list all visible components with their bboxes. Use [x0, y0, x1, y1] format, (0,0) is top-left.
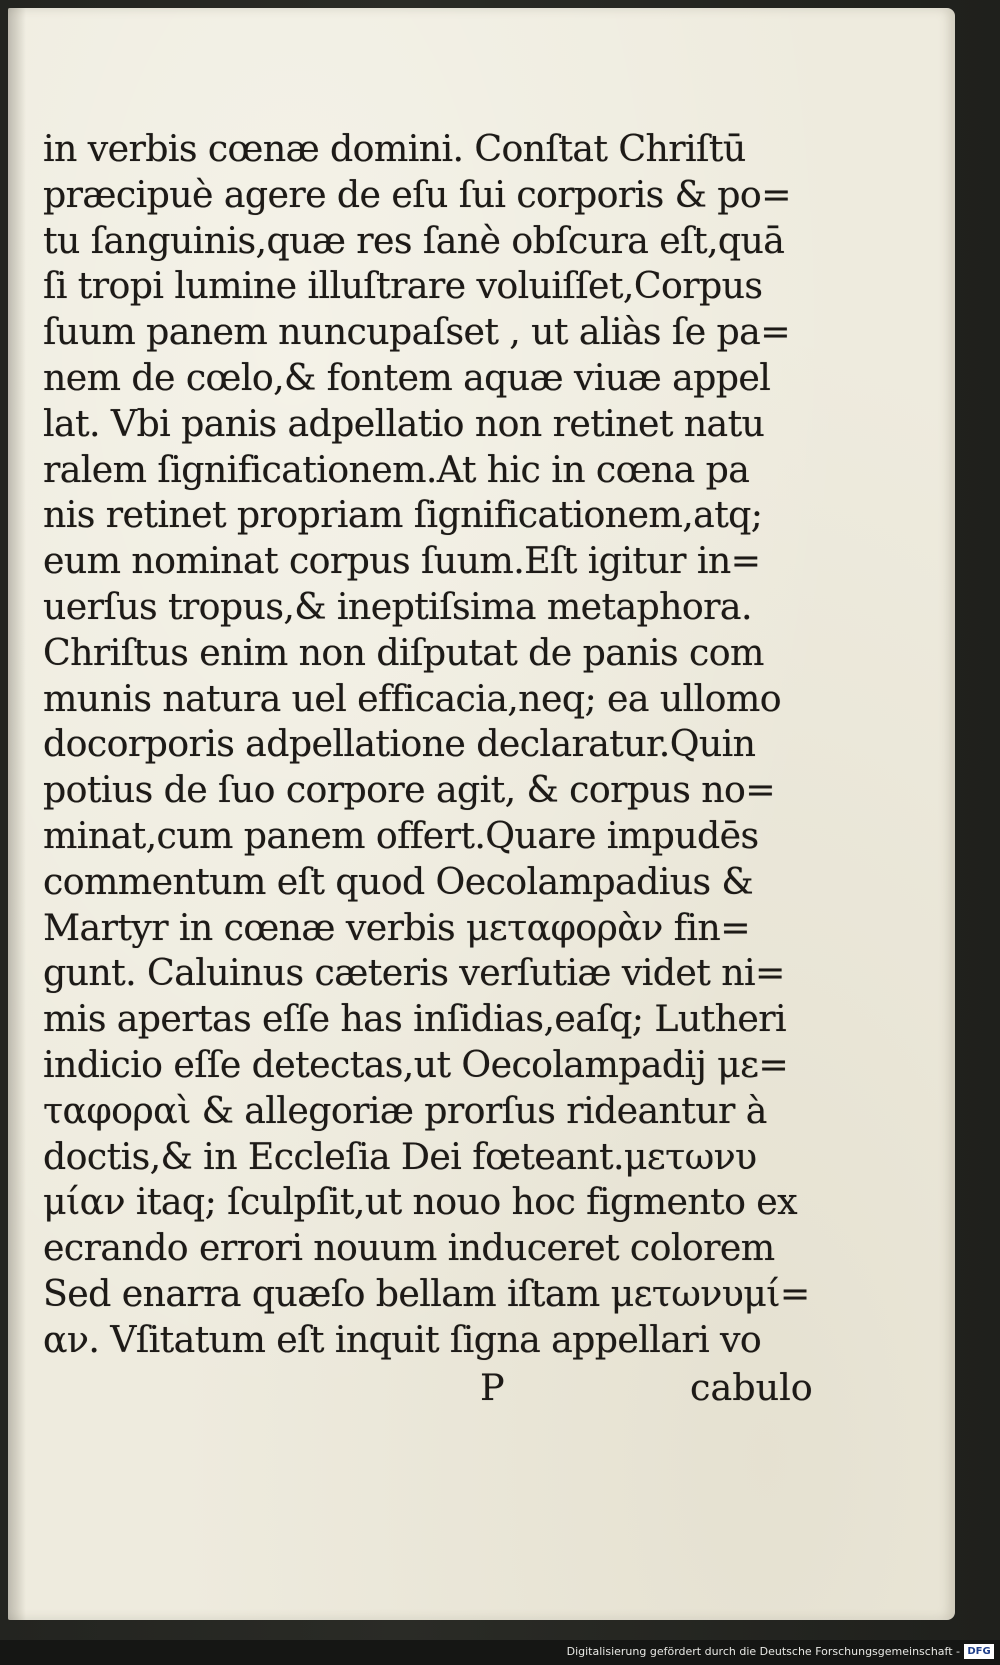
text-line: uerſus tropus,& ineptiſsima metaphora.	[43, 584, 752, 628]
text-line: ταφοραὶ & allegoriæ prorſus rideantur à	[43, 1088, 767, 1132]
text-line: tu ſanguinis,quæ res ſanè obſcura eſt,quā	[43, 218, 785, 262]
text-line: potius de ſuo corpore agit, & corpus no=	[43, 768, 776, 812]
text-line: commentum eſt quod Oecolampadius &	[43, 859, 754, 903]
dfg-logo: DFG	[964, 1644, 994, 1659]
text-line: μίαν itaq; ſculpſit,ut nouo hoc figmento ex	[43, 1180, 798, 1224]
text-line: αν. Vſitatum eſt inquit ſigna appellari vo	[43, 1317, 762, 1361]
signature-mark: P	[480, 1366, 505, 1409]
text-line: nis retinet propriam ſignificationem,atq;	[43, 493, 763, 537]
text-line: ſuum panem nuncupaſset , ut aliàs ſe pa=	[43, 310, 791, 354]
text-line: munis natura uel efficacia,neq; ea ullomo	[43, 676, 781, 720]
catchword: cabulo	[690, 1366, 813, 1409]
funding-note: Digitalisierung gefördert durch die Deutsche Forschungsgemeinschaft -	[566, 1645, 960, 1658]
text-line: ecrando errori nouum induceret colorem	[43, 1226, 775, 1270]
text-line: Sed enarra quæſo bellam iſtam μετωνυμί=	[43, 1271, 810, 1315]
text-line: eum nominat corpus ſuum.Eſt igitur in=	[43, 539, 761, 583]
page-gutter-shadow	[8, 8, 26, 1620]
text-line: in verbis cœnæ domini. Conſtat Chriſtū	[43, 127, 746, 170]
text-line: ſi tropi lumine illuſtrare voluiſſet,Corpus	[43, 264, 763, 308]
text-line: præcipuè agere de eſu ſui corporis & po=	[43, 172, 791, 216]
text-line: indicio eſſe detectas,ut Oecolampadij με=	[43, 1042, 789, 1086]
text-line: minat,cum panem offert.Quare impudēs	[43, 813, 759, 857]
text-line: gunt. Caluinus cæteris verſutiæ videt ni=	[43, 951, 785, 995]
text-line: docorporis adpellatione declaratur.Quin	[43, 722, 756, 766]
text-line: mis apertas eſſe has inſidias,eaſq; Lutheri	[43, 997, 786, 1041]
text-line: ralem ſignificationem.At hic in cœna pa	[43, 447, 750, 491]
text-line: nem de cœlo,& fontem aquæ viuæ appel	[43, 355, 771, 399]
text-line: lat. Vbi panis adpellatio non retinet natu	[43, 401, 765, 445]
text-line: doctis,& in Eccleſia Dei fœteant.μετωνυ	[43, 1134, 757, 1178]
page-text-block	[43, 126, 823, 1363]
text-line: Chriſtus enim non diſputat de panis com	[43, 630, 764, 674]
text-line: Martyr in cœnæ verbis μεταφορὰν fin=	[43, 905, 751, 949]
